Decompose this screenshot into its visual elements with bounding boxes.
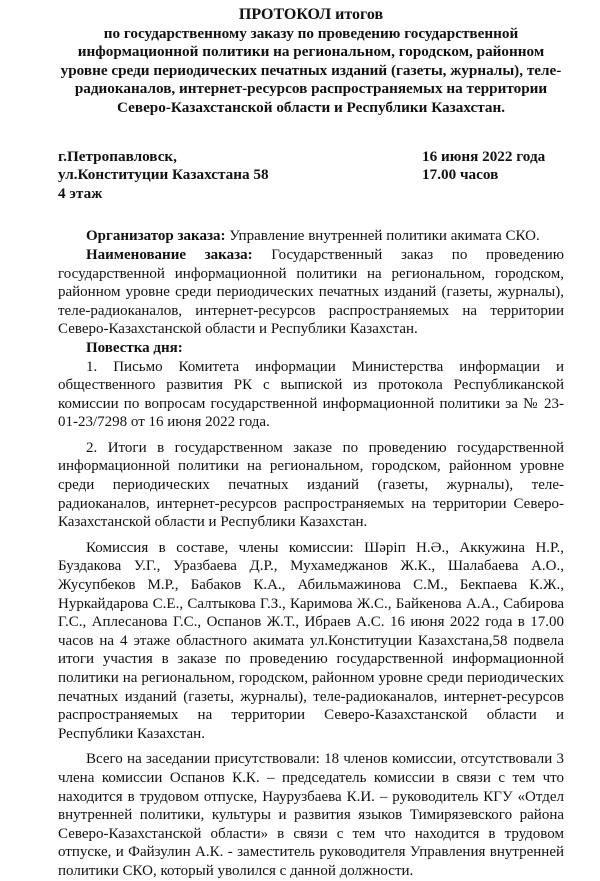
protocol-title (58, 6, 564, 118)
city: г.Петропавловск, (58, 147, 177, 165)
title-line: радиоканалов, интернет-ресурсов распространяемых на территории (74, 80, 548, 98)
title-line: Северо-Казахстанской области и Республики Казахстан. (116, 98, 506, 116)
organizer-value: Управление внутренней политики акимата СКО. (225, 228, 540, 245)
order-name-label: Наименование заказа: (86, 246, 253, 263)
protocol-body (58, 227, 564, 880)
commission-paragraph: Комиссия в составе, члены комиссии: Шәріп Н.Ә., Аккужина Н.Р., Буздакова У.Г., Уразбаева Д.Р., Мухамеджанов Ж.К., Шалабаева А.О., Жусупбеков М.Р., Бабаков К.А., Абильмажинова С.М., Бекпаева К.Ж., Нуркайдарова С.Е., Салтыкова Г.З., Каримова Ж.С., Байкенова А.А., Сабирова Г.С., Аплесанова Г.С., Оспанов Ж.Т., Ибраев А.С. 16 июня 2022 года в 17.00 часов на 4 этаже областного акимата ул.Конституции Казахстана,58 подвела итоги участия в заказе по проведению государственной информационной политики на региональном, городском, районном уровне среди периодических печатных изданий (газеты, журналы), теле-радиоканалов, интернет-ресурсов распространяемых на территории Северо-Казахстанской области и Республики Казахстан. (58, 539, 564, 742)
protocol-heading: ПРОТОКОЛ итогов (238, 6, 384, 23)
title-line: информационной политики на региональном, городском, районном (77, 43, 545, 61)
date-time (422, 148, 562, 204)
order-name-paragraph (58, 246, 564, 339)
agenda-item: 1. Письмо Комитета информации Министерства информации и общественного развития РК с выпиской из протокола Республиканской комиссии по вопросам государственной информационной политики за № 23-01-23/7298 от 16 июня 2022 года. (58, 358, 564, 431)
agenda-item: 2. Итоги в государственном заказе по проведению государственной информационной политики на региональном, городском, районном уровне среди периодических печатных изданий (газеты, журналы), теле-радиоканалов, интернет-ресурсов распространяемых на территории Северо-Казахстанской области и Республики Казахстан. (58, 439, 564, 531)
agenda-heading: Повестка дня: (86, 339, 183, 356)
order-name-value: Государственный заказ по проведению государственной информационной политики на региональном, городском, районном уровне среди периодических печатных изданий (газеты, журналы), теле-радиоканалов, интернет-ресурсов распространяемых на территории Северо-Казахстанской области и Республики Казахстан. (58, 246, 565, 338)
date: 16 июня 2022 года (422, 147, 546, 165)
attendance-paragraph: Всего на заседании присутствовали: 18 членов комиссии, отсутствовали 3 члена комиссии Оспанов К.К. – председатель комиссии в связи с тем что находится в трудовом отпуске, Наурузбаева К.И. – руководитель КГУ «Отдел внутренней политики, культуры и развития языков Тимирязевского района Северо-Казахстанской области» в связи с тем что находится в трудовом отпуске, и Файзулин А.К. - заместитель руководителя Управления внутренней политики СКО, который уволился с данной должности. (58, 751, 564, 879)
title-line: уровне среди периодических печатных изданий (газеты, журналы), теле- (60, 61, 562, 79)
street: ул.Конституции Казахстана 58 (58, 166, 269, 184)
place-date-block (58, 148, 564, 204)
organizer-paragraph (58, 227, 564, 246)
organizer-label: Организатор заказа: (86, 228, 226, 245)
time: 17.00 часов (422, 166, 499, 184)
title-line: по государственному заказу по проведению государственной (103, 24, 519, 42)
place (58, 148, 318, 204)
floor: 4 этаж (58, 184, 103, 202)
